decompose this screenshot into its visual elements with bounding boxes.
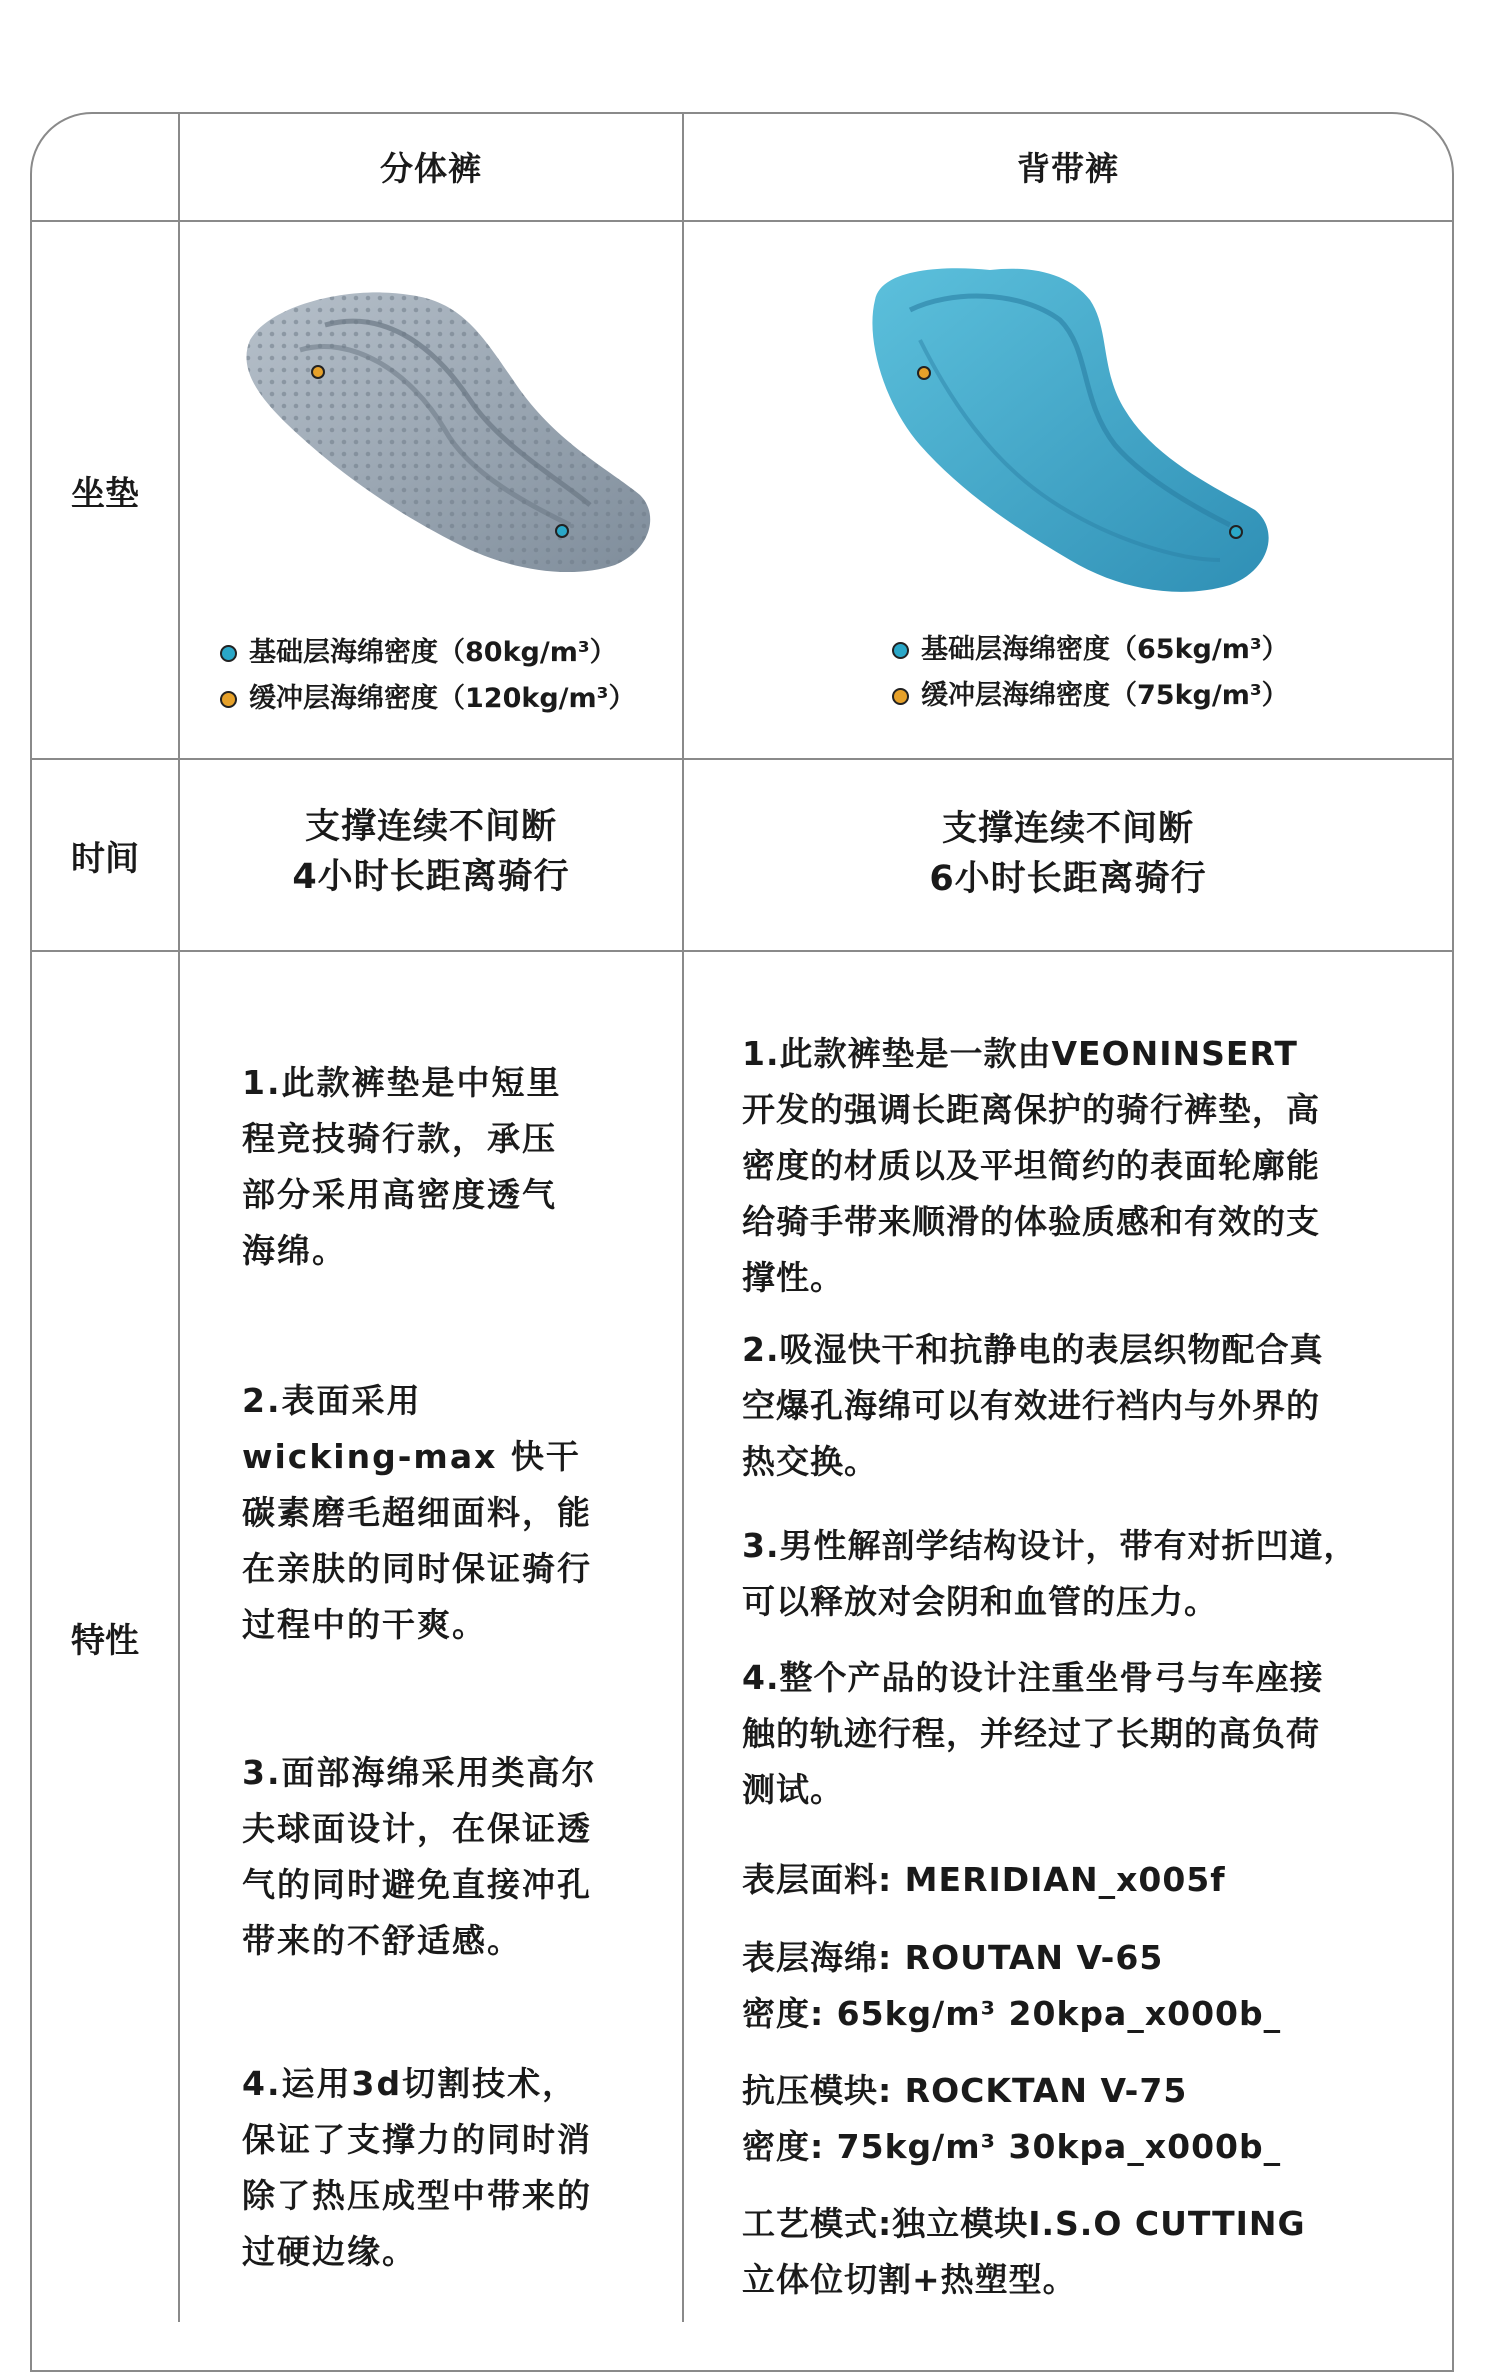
time-bib-shorts: [684, 804, 1452, 904]
orange-dot-icon: [892, 688, 909, 705]
row-label-pad: 坐垫: [71, 473, 139, 514]
column-divider: [682, 112, 684, 2322]
column-divider: [178, 112, 180, 2322]
legend-item-base-layer: [220, 630, 635, 676]
time-line: 支撑连续不间断: [304, 807, 557, 847]
feature-left-1: 1.此款裤垫是中短里 程竞技骑行款，承压 部分采用高密度透气 海绵。: [242, 1063, 562, 1270]
spec-surface-fabric: 表层面料: MERIDIAN_x005f: [742, 1860, 1226, 1899]
feature-left-2: 2.表面采用 wicking-max 快干 碳素磨毛超细面料，能 在亲肤的同时保证骑行 过程中的干爽。: [242, 1381, 592, 1644]
pad-image-split-shorts: [230, 280, 660, 610]
legend-text: 基础层海绵密度（80kg/m³）: [249, 637, 617, 668]
legend-split-shorts: [220, 630, 635, 722]
spec-process: 工艺模式:独立模块I.S.O CUTTING 立体位切割+热塑型。: [742, 2204, 1306, 2299]
legend-item-cushion-layer: [220, 676, 635, 722]
feature-right-1: 1.此款裤垫是一款由VEONINSERT 开发的强调长距离保护的骑行裤垫，高 密度的材质以及平坦简约的表面轮廓能 给骑手带来顺滑的体验质感和有效的支 撑性。: [742, 1034, 1320, 1297]
time-split-shorts: [180, 802, 682, 902]
row-divider: [32, 758, 1452, 760]
legend-text: 缓冲层海绵密度（120kg/m³）: [249, 683, 636, 714]
blue-dot-icon: [220, 645, 237, 662]
row-label-time: 时间: [71, 838, 139, 879]
feature-left-3: 3.面部海绵采用类高尔 夫球面设计，在保证透 气的同时避免直接冲孔 带来的不舒适感。: [242, 1753, 597, 1960]
orange-dot-icon: [220, 691, 237, 708]
feature-right-2: 2.吸湿快干和抗静电的表层织物配合真 空爆孔海绵可以有效进行裆内与外界的 热交换。: [742, 1330, 1324, 1481]
header-bib-shorts: 背带裤: [1017, 148, 1119, 188]
spec-pressure-module: 抗压模块: ROCKTAN V-75 密度: 75kg/m³ 30kpa_x000b_: [742, 2071, 1282, 2166]
feature-right-4: 4.整个产品的设计注重坐骨弓与车座接 触的轨迹行程，并经过了长期的高负荷 测试。: [742, 1658, 1324, 1809]
blue-dot-icon: [892, 642, 909, 659]
time-line: 6小时长距离骑行: [929, 859, 1207, 899]
row-label-features: 特性: [71, 1620, 139, 1661]
time-line: 4小时长距离骑行: [292, 857, 570, 897]
time-line: 支撑连续不间断: [941, 809, 1194, 849]
row-divider: [32, 950, 1452, 952]
header-split-shorts: 分体裤: [380, 148, 482, 188]
feature-left-4: 4.运用3d切割技术， 保证了支撑力的同时消 除了热压成型中带来的 过硬边缘。: [242, 2064, 592, 2271]
legend-item-base-layer: [892, 627, 1289, 673]
row-divider: [32, 220, 1452, 222]
legend-bib-shorts: [892, 627, 1289, 719]
legend-item-cushion-layer: [892, 673, 1289, 719]
legend-text: 基础层海绵密度（65kg/m³）: [921, 634, 1289, 665]
feature-right-3: 3.男性解剖学结构设计，带有对折凹道， 可以释放对会阴和血管的压力。: [742, 1526, 1358, 1621]
spec-surface-foam: 表层海绵: ROUTAN V-65 密度: 65kg/m³ 20kpa_x000b_: [742, 1938, 1282, 2033]
legend-text: 缓冲层海绵密度（75kg/m³）: [921, 680, 1289, 711]
pad-image-bib-shorts: [860, 260, 1280, 620]
